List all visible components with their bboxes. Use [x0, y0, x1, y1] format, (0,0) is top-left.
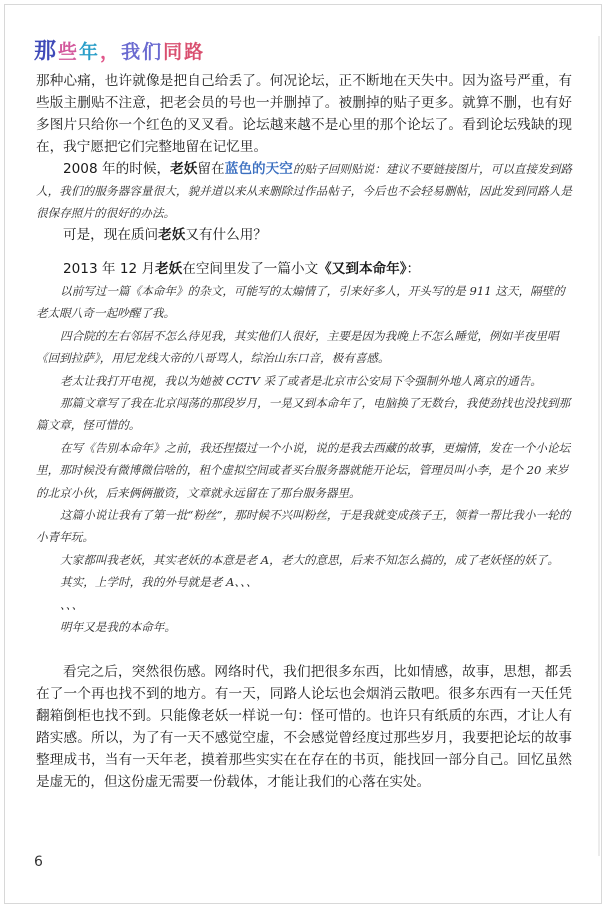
quote-paragraph: 这篇小说让我有了第一批“粉丝”，那时候不兴叫粉丝，于是我就变成孩子王，领着一帮比我小一轮的小青年玩。 — [36, 508, 571, 545]
p2-mid: 留在 — [197, 161, 225, 177]
quote-paragraph: 四合院的左右邻居不怎么待见我，其实他们人很好，主要是因为我晚上不怎么睡觉，例如半夜里唱《回到拉萨》，用尼龙线大帝的八哥骂人，综治山东口音，极有喜感。 — [36, 328, 559, 366]
paragraph-1: 那种心痛，也许就像是把自己给丢了。何况论坛，正不断地在天失中。因为盗号严重，有些版主删贴不注意，把老会员的号也一并删掉了。被删掉的贴子更多。就算不删，也有好多图片只给你一个红色的叉叉看。论坛越来越不是心里的那个论坛了。看到论坛残缺的现在，我宁愿把它们完整地留在记忆里。 — [36, 73, 572, 155]
header-char: ， — [100, 41, 122, 63]
author-name: 老妖 — [155, 261, 183, 277]
p3-prefix: 可是，现在质问 — [63, 227, 159, 243]
closing-paragraph: 看完之后，突然很伤感。网络时代，我们把很多东西，比如情感，故事，思想，都丢在了一个再也找不到的地方。有一天，同路人论坛也会烟消云散吧。很多东西有一天任凭翻箱倒柜也找不到。只能像老妖一样说一句：怪可惜的。也许只有纸质的东西，才让人有踏实感。所以，为了有一天不感觉空虚，不会感觉曾经度过那些岁月，我要把论坛的故事整理成书，当有一天年老，摸着那些实实在在存在的书页，能找回一部分自己。回忆虽然是虚无的，但这份虚无需要一份载体，才能让我们的心落在实处。 — [36, 663, 572, 790]
paragraph-3 — [36, 224, 572, 246]
header-char: 那 — [34, 39, 59, 64]
p3-rest: 又有什么用？ — [185, 227, 267, 243]
p2-prefix: 2008 年的时候， — [63, 161, 171, 177]
page-number: 6 — [34, 854, 43, 870]
paragraph-2 — [36, 158, 572, 224]
p4-end: ： — [406, 261, 421, 277]
quote-paragraph: 以前写过一篇《本命年》的杂文，可能写的太煽情了，引来好多人，开头写的是 911 这天，隔壁的老太眼八奇一起吵醒了我。 — [36, 284, 565, 321]
quote-paragraph: 明年又是我的本命年。 — [60, 620, 176, 635]
article-title: 《又到本命年》 — [318, 261, 407, 277]
quote-paragraph: 老太让我打开电视，我以为她被 CCTV 采了或者是北京市公安局下令强制外地人离京的通告。 — [60, 373, 542, 388]
p4-mid: 在空间里发了一篇小文 — [182, 261, 319, 277]
quote-paragraph: 其实，上学时，我的外号就是老 A、、、 — [60, 575, 258, 590]
running-header — [34, 34, 205, 65]
header-char: 同 — [163, 41, 185, 63]
p4-prefix: 2013 年 12 月 — [63, 261, 156, 277]
quote-paragraph: 、、、 — [60, 597, 84, 612]
header-char: 路 — [184, 41, 206, 63]
forum-name-link[interactable]: 蓝色的天空 — [224, 161, 293, 177]
page-content — [36, 70, 572, 793]
quoted-article — [36, 280, 572, 639]
header-char: 我 — [121, 41, 143, 63]
paragraph-4 — [36, 258, 572, 280]
author-name: 老妖 — [158, 227, 186, 243]
header-char: 们 — [142, 41, 164, 63]
author-name: 老妖 — [170, 161, 198, 177]
header-char: 年 — [79, 41, 101, 63]
scrollbar-track[interactable] — [598, 36, 600, 856]
quote-paragraph: 那篇文章写了我在北京闯荡的那段岁月，一晃又到本命年了，电脑换了无数台，我使劲找也没找到那篇文章，怪可惜的。 — [36, 396, 571, 433]
quote-paragraph: 大家都叫我老妖，其实老妖的本意是老 A，老大的意思，后来不知怎么搞的，成了老妖怪的妖了。 — [60, 552, 559, 567]
p2-rest: 的贴子回则贴说：建议不要链接图片，可以直接发到路人，我们的服务器容量很大，貌并道以来从来删除过作品帖子，今后也不会轻易删帖，因此发到同路人是很保存照片的很好的办法。 — [36, 162, 573, 220]
header-char: 些 — [58, 41, 80, 63]
quote-paragraph: 在写《告别本命年》之前，我还捏掇过一个小说，说的是我去西藏的故事，更煽情，发在一个小论坛里，那时候没有微博微信啥的，租个虚拟空间或者买台服务器就能开论坛，管理员叫小李，是个 20 来岁的北京小伙，后来俩俩撤资，文章就永远留在了那台服务器里。 — [36, 440, 571, 500]
